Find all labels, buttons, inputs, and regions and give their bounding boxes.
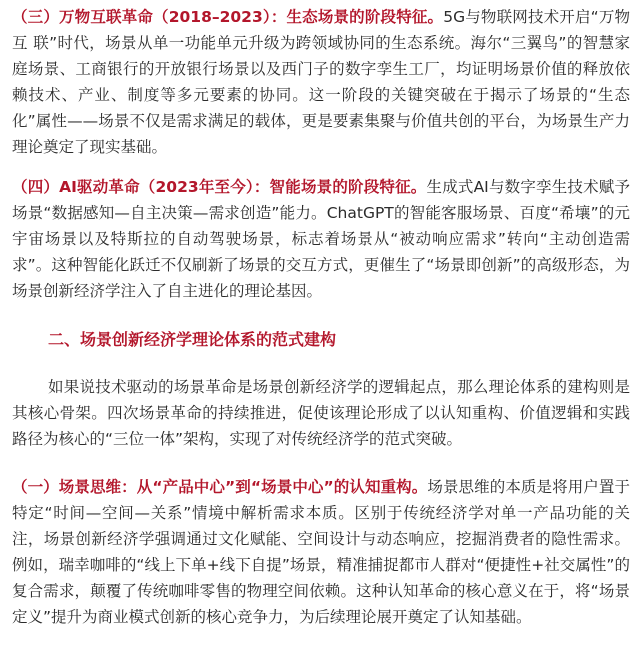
subsection-1-body: 场景思维的本质是将用户置于特定“时间—空间—关系”情境中解析需求本质。区别于传统经济学对单一产品功能的关注，场景创新经济学强调通过文化赋能、空间设计与动态响应，挖掘消费者的隐性需求。例如，瑞幸咖啡的“线上下单+线下自提”场景，精准捕捉都市人群对“便捷性+社交属性”的复合需求，颠覆了传统咖啡零售的物理空间依赖。这种认知革命的核心意义在于，将“场景定义”提升为商业模式创新的核心竞争力，为后续理论展开奠定了认知基础。: [12, 478, 630, 626]
part-2-heading: 二、场景创新经济学理论体系的范式建构: [48, 330, 337, 349]
part-2-intro: 如果说技术驱动的场景革命是场景创新经济学的逻辑起点，那么理论体系的建构则是其核心骨架。四次场景革命的持续推进，促使该理论形成了以认知重构、价值逻辑和实践路径为核心的“三位一体”架构，实现了对传统经济学的范式突破。: [12, 378, 630, 448]
section-3-title: （三）万物互联革命（2018–2023）：生态场景的阶段特征。: [12, 8, 444, 26]
subsection-1-paragraph: [12, 474, 630, 630]
section-4-paragraph: [12, 174, 630, 304]
section-4-body: 生成式AI与数字孪生技术赋予场景“数据感知—自主决策—需求创造”能力。ChatGPT的智能客服场景、百度“希壤”的元宇宙场景以及特斯拉的自动驾驶场景，标志着场景从“被动响应需求”转向“主动创造需求”。这种智能化跃迁不仅刷新了场景的交互方式，更催生了“场景即创新”的高级形态，为场景创新经济学注入了自主进化的理论基因。: [12, 178, 630, 300]
section-4-title: （四）AI驱动革命（2023年至今）：智能场景的阶段特征。: [12, 178, 427, 196]
subsection-1-title: （一）场景思维：从“产品中心”到“场景中心”的认知重构。: [12, 478, 428, 496]
section-3-paragraph: [12, 4, 630, 160]
section-3-body: 5G与物联网技术开启“万物互 联”时代，场景从单一功能单元升级为跨领域协同的生态系统。海尔“三翼鸟”的智慧家庭场景、工商银行的开放银行场景以及西门子的数字孪生工厂，均证明场景价值的释放依赖技术、产业、制度等多元要素的协同。这一阶段的关键突破在于揭示了场景的“生态化”属性——场景不仅是需求满足的载体，更是要素集聚与价值共创的平台，为场景生产力理论奠定了现实基础。: [12, 8, 631, 156]
